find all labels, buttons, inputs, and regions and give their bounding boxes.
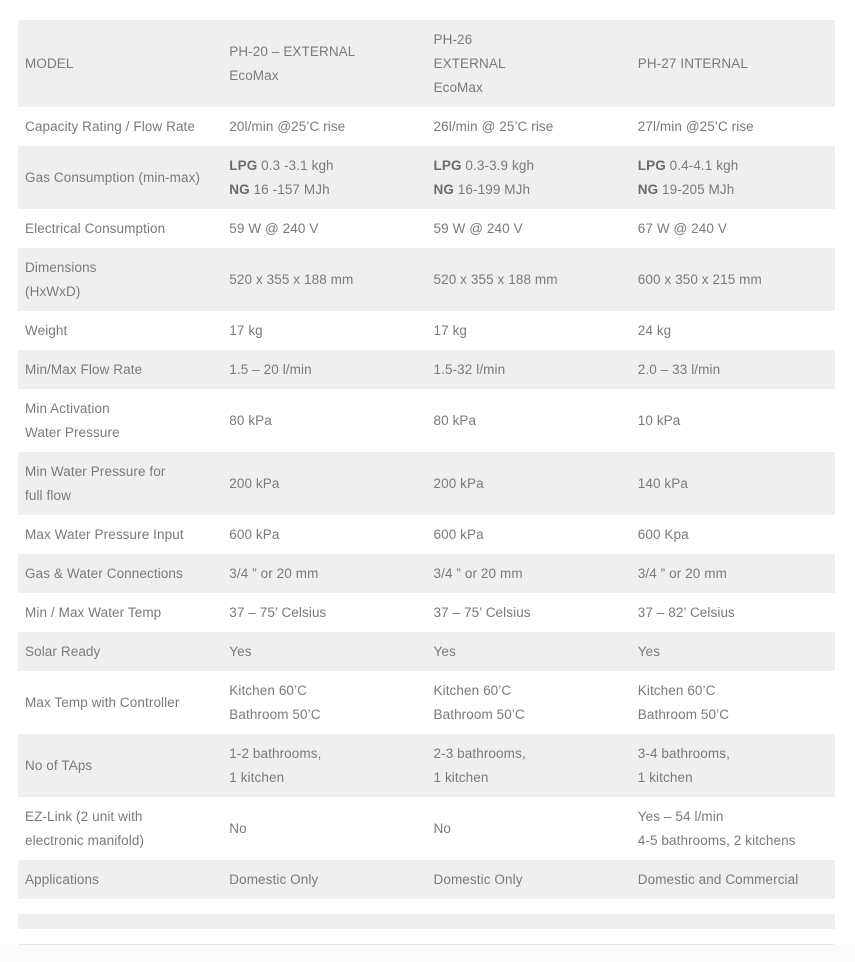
cell-line: 37 – 82’ Celsius [637,604,735,620]
cell-line: 200 kPa [433,475,484,491]
row-label-line: Electrical Consumption [25,220,166,236]
row-label [18,860,222,899]
cell-line: Bathroom 50’C [637,706,730,722]
spec-cell [222,350,426,389]
spec-cell [427,914,631,929]
cell-line: 3/4 ” or 20 mm [229,565,319,581]
row-label-line: electronic manifold) [25,832,145,848]
spec-cell [631,734,835,797]
spec-cell [222,671,426,734]
cell-line: 1-2 bathrooms, [229,745,322,761]
cell-line: 26l/min @ 25’C rise [433,118,554,134]
row-label-line: Applications [25,871,99,887]
column-header-product [427,20,631,107]
table-row [18,734,835,797]
spec-cell [222,452,426,515]
cell-line [638,178,827,202]
gas-value: 0.4-4.1 kgh [665,157,739,173]
gas-type-label: NG [433,181,454,197]
spec-cell [427,107,631,146]
cell-line: 1 kitchen [433,769,489,785]
cell-line: No [229,820,247,836]
cell-line: Domestic Only [229,871,319,887]
row-label [18,107,222,146]
spec-cell [427,734,631,797]
column-header-product [631,20,835,107]
header-line: PH-20 – EXTERNAL [229,43,356,59]
cell-line: 2.0 – 33 l/min [637,361,721,377]
row-label [18,248,222,311]
cell-line: 2-3 bathrooms, [433,745,526,761]
cell-line: 1 kitchen [229,769,285,785]
cell-line: 24 kg [637,322,672,338]
cell-line: 3/4 ” or 20 mm [637,565,727,581]
row-label [18,350,222,389]
row-label-line: Dimensions [25,259,97,275]
row-label-line: Min/Max Flow Rate [25,361,143,377]
table-row [18,311,835,350]
row-label-line: Gas Consumption (min-max) [25,169,201,185]
cell-line [638,154,827,178]
gas-value: 19-205 MJh [658,181,735,197]
gas-value: 16-199 MJh [453,181,531,197]
gas-type-label: LPG [229,157,258,173]
spec-cell [222,593,426,632]
row-label [18,632,222,671]
table-row [18,350,835,389]
cell-line: Bathroom 50’C [229,706,321,722]
product-spec-table [18,20,835,945]
spec-cell [222,248,426,311]
column-header-product [222,20,426,107]
cell-line: 67 W @ 240 V [637,220,727,236]
cell-line: Kitchen 60’C [637,682,716,698]
header-line: EcoMax [433,79,483,95]
cell-line: 1.5-32 l/min [433,361,506,377]
row-label [18,671,222,734]
table-row [18,632,835,671]
cell-line: 59 W @ 240 V [433,220,523,236]
cell-line: 1.5 – 20 l/min [229,361,312,377]
cell-line: 27l/min @25’C rise [637,118,754,134]
row-label [18,797,222,860]
spec-cell [427,899,631,914]
cell-line: Kitchen 60’C [433,682,512,698]
spec-cell [427,146,631,209]
spec-cell [631,860,835,899]
column-header-model [18,20,222,107]
spec-cell [631,146,835,209]
spec-cell [222,311,426,350]
row-label-line: Capacity Rating / Flow Rate [25,118,196,134]
row-label-line: Max Temp with Controller [25,694,180,710]
spec-cell [427,248,631,311]
cell-line: 3/4 ” or 20 mm [433,565,523,581]
spec-cell [222,209,426,248]
gas-type-label: NG [229,181,250,197]
row-label [18,554,222,593]
table-row [18,209,835,248]
cell-line: Yes [229,643,252,659]
spec-cell [427,632,631,671]
cell-line [434,154,623,178]
table-row [18,554,835,593]
cell-line: 600 Kpa [637,526,689,542]
cell-line: 10 kPa [637,412,681,428]
cell-line: 200 kPa [229,475,280,491]
table-row [18,671,835,734]
cell-line: Yes – 54 l/min [637,808,724,824]
spec-cell [427,452,631,515]
spec-cell [427,350,631,389]
cell-line: 20l/min @25’C rise [229,118,346,134]
row-label-line: Gas & Water Connections [25,565,183,581]
spec-cell [222,899,426,914]
spec-cell [631,671,835,734]
row-label [18,593,222,632]
row-label [18,146,222,209]
spec-cell [631,209,835,248]
cell-line: 37 – 75’ Celsius [229,604,327,620]
spec-cell [631,515,835,554]
gas-value: 0.3 -3.1 kgh [257,157,334,173]
row-label [18,389,222,452]
cell-line [229,178,418,202]
row-label-line: Water Pressure [25,424,120,440]
table-row [18,929,835,945]
cell-line: 1 kitchen [637,769,693,785]
row-label [18,899,222,914]
header-line: EXTERNAL [433,55,506,71]
row-label-line: Min / Max Water Temp [25,604,162,620]
spec-cell [427,389,631,452]
row-label [18,311,222,350]
spec-cell [222,515,426,554]
table-row [18,914,835,929]
spec-cell [631,929,835,945]
spec-cell [427,929,631,945]
spec-cell [631,389,835,452]
row-label-line: Min Water Pressure for [25,463,166,479]
spec-cell [222,389,426,452]
spec-cell [427,797,631,860]
gas-type-label: NG [637,181,659,197]
spec-cell [631,899,835,914]
spec-cell [222,554,426,593]
row-label [18,929,222,945]
table-row [18,860,835,899]
header-line: MODEL [25,55,74,71]
table-row [18,389,835,452]
cell-line: Yes [637,643,661,659]
cell-line: 17 kg [433,322,468,338]
row-label-line: Solar Ready [25,643,101,659]
row-label-line: No of TAps [25,757,93,773]
cell-line: 17 kg [229,322,263,338]
spec-cell [427,209,631,248]
header-line: PH-26 [433,31,473,47]
row-label [18,914,222,929]
spec-cell [222,146,426,209]
spec-table-body [18,107,835,945]
row-label-line: Min Activation [25,400,110,416]
row-label-line: Max Water Pressure Input [25,526,184,542]
row-label-line: Weight [25,322,68,338]
cell-line: Kitchen 60’C [229,682,307,698]
row-label-line: full flow [25,487,71,503]
row-label [18,209,222,248]
spec-cell [222,734,426,797]
cell-line: No [433,820,451,836]
gas-value: 0.3-3.9 kgh [461,157,535,173]
spec-cell [427,593,631,632]
spec-cell [222,797,426,860]
cell-line: 37 – 75’ Celsius [433,604,531,620]
table-row [18,452,835,515]
model-header-row [18,20,835,107]
spec-cell [222,860,426,899]
spec-cell [631,311,835,350]
spec-cell [631,107,835,146]
table-row [18,107,835,146]
cell-line: Yes [433,643,456,659]
spec-cell [631,554,835,593]
spec-cell [427,671,631,734]
page-footer-strip [0,945,855,962]
cell-line: 600 x 350 x 215 mm [637,271,762,287]
cell-line [434,178,623,202]
gas-value: 16 -157 MJh [249,181,330,197]
spec-cell [631,914,835,929]
spec-cell [631,248,835,311]
row-label-line: (HxWxD) [25,283,81,299]
cell-line: 140 kPa [637,475,688,491]
spec-cell [222,914,426,929]
spec-cell [222,929,426,945]
cell-line: 520 x 355 x 188 mm [433,271,558,287]
cell-line: 4-5 bathrooms, 2 kitchens [637,832,796,848]
table-row [18,899,835,914]
header-line: PH-27 INTERNAL [637,55,748,71]
gas-type-label: LPG [637,157,666,173]
cell-line: 3-4 bathrooms, [637,745,730,761]
cell-line: 80 kPa [229,412,272,428]
table-row [18,797,835,860]
table-row [18,146,835,209]
table-row [18,515,835,554]
spec-cell [631,632,835,671]
spec-cell [427,860,631,899]
cell-line: 600 kPa [229,526,280,542]
cell-line [229,154,418,178]
spec-cell [222,632,426,671]
spec-cell [222,107,426,146]
header-line: EcoMax [229,67,279,83]
row-label [18,734,222,797]
spec-cell [631,797,835,860]
cell-line: 80 kPa [433,412,477,428]
row-label-line: EZ-Link (2 unit with [25,808,143,824]
row-label [18,515,222,554]
cell-line: Domestic Only [433,871,523,887]
spec-cell [427,515,631,554]
gas-type-label: LPG [433,157,462,173]
row-label [18,452,222,515]
spec-cell [631,350,835,389]
table-row [18,248,835,311]
cell-line: 600 kPa [433,526,484,542]
cell-line: 59 W @ 240 V [229,220,319,236]
spec-cell [631,452,835,515]
table-row [18,593,835,632]
cell-line: Bathroom 50’C [433,706,525,722]
spec-cell [631,593,835,632]
spec-cell [427,311,631,350]
cell-line: 520 x 355 x 188 mm [229,271,354,287]
cell-line: Domestic and Commercial [637,871,799,887]
spec-cell [427,554,631,593]
